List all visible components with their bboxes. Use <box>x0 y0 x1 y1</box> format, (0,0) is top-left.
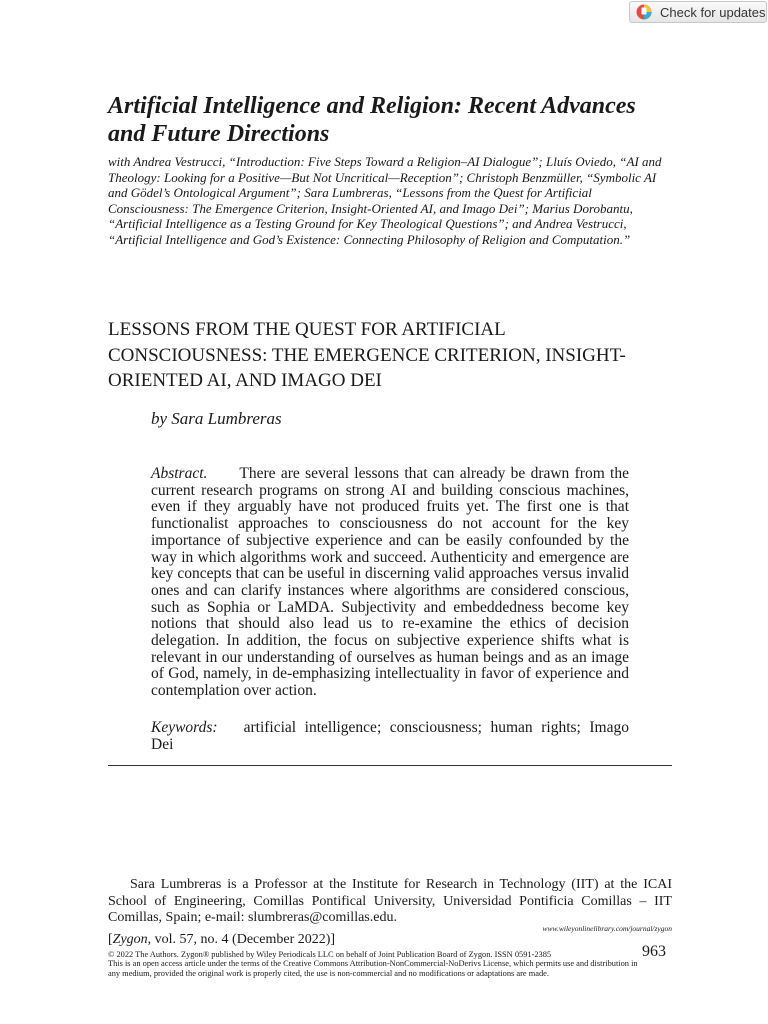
keywords-label: Keywords: <box>151 719 218 736</box>
check-for-updates-button[interactable] <box>629 1 767 23</box>
license-text <box>108 950 638 978</box>
issue-contributors: with Andrea Vestrucci, “Introduction: Five Steps Toward a Religion–AI Dialogue”; Lluís Oviedo, “AI and Theology: Looking for a Positive—But Not Uncritical—Reception”; Christoph Benzmüller, “Symbolic AI and Gödel’s Ontological Argument”; Sara Lumbreras, “Lessons from the Quest for Artificial Consciousness: The Emergence Criterion, Insight-Oriented AI, and Imago Dei”; Marius Dorobantu, “Artificial Intelligence as a Testing Ground for Key Theological Questions”; and Andrea Vestrucci, “Artificial Intelligence and God’s Existence: Connecting Philosophy of Religion and Computation.” <box>108 154 662 247</box>
citation-journal: Zygon <box>112 932 148 947</box>
issue-title: Artificial Intelligence and Religion: Recent Advances and Future Directions <box>108 93 636 147</box>
author-bio: Sara Lumbreras is a Professor at the Institute for Research in Technology (IIT) at the ICAI School of Engineering, Comillas Pontifical University, Universidad Pontificia Comillas – IIT Comillas, Spain; e-mail: slumbreras@comillas.edu. <box>108 877 672 925</box>
page-number: 963 <box>642 943 666 960</box>
journal-url: www.wileyonlinelibrary.com/journal/zygon <box>542 924 672 933</box>
section-divider <box>108 765 672 766</box>
keywords-text: artificial intelligence; consciousness; human rights; Imago Dei <box>151 719 629 753</box>
license-copyright: © 2022 The Authors. Zygon® published by Wiley Periodicals LLC on behalf of Joint Publication Board of Zygon. ISSN 0591-2385 <box>108 950 552 959</box>
abstract <box>151 466 629 700</box>
citation: [Zygon, vol. 57, no. 4 (December 2022)] <box>108 932 336 947</box>
article-title: LESSONS FROM THE QUEST FOR ARTIFICIAL CONSCIOUSNESS: THE EMERGENCE CRITERION, INSIGHT-ORIENTED AI, AND IMAGO DEI <box>108 319 626 391</box>
abstract-text: There are several lessons that can already be drawn from the current research programs on strong AI and building conscious machines, even if they arguably have not produced fruits yet. The first one is that functionalist approaches to consciousness do not account for the key importance of subjective experience and can be easily confounded by the way in which algorithms work and succeed. Authenticity and emergence are key concepts that can be useful in discerning valid approaches versus invalid ones and can clarify instances where algorithms are considered conscious, such as Sophia or LaMDA. Subjectivity and embeddedness become key notions that should also lead us to re-examine the ethics of decision delegation. In addition, the focus on subjective experience shifts what is relevant in our understanding of ourselves as human beings and as an image of God, namely, in de-emphasizing intellectuality in favor of experience and contemplation over action. <box>151 465 629 700</box>
abstract-label: Abstract. <box>151 465 208 482</box>
check-for-updates-label: Check for updates <box>660 4 766 20</box>
article-author: by Sara Lumbreras <box>151 409 282 428</box>
keywords <box>151 719 629 753</box>
license-terms: This is an open access article under the terms of the Creative Commons Attribution-NonCommercial-NoDerivs License, which permits use and distribution in any medium, provided the original work is properly cited, the use is non-commercial and no modifications or adaptations are made. <box>108 959 638 978</box>
crossmark-icon <box>636 4 652 20</box>
citation-details: , vol. 57, no. 4 (December 2022)] <box>147 932 336 947</box>
